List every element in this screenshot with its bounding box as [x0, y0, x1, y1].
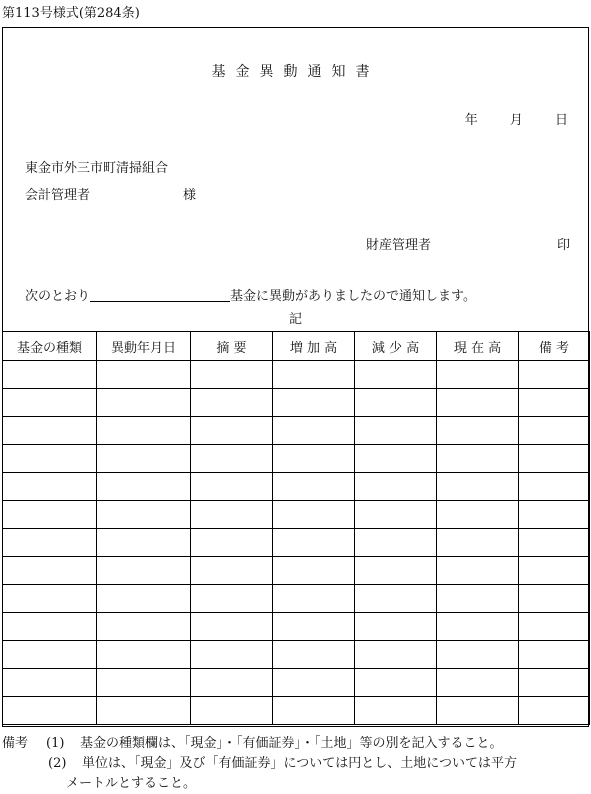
table-cell[interactable]	[437, 669, 519, 697]
table-cell[interactable]	[519, 501, 590, 529]
fund-change-table	[2, 331, 590, 725]
remarks-label: 備考	[2, 736, 29, 751]
table-cell[interactable]	[97, 473, 191, 501]
table-cell[interactable]	[97, 641, 191, 669]
table-row	[3, 445, 590, 473]
notice-suffix: 基金に異動がありましたので通知します。	[230, 289, 476, 304]
header-fund-kind: 基金の種類	[3, 332, 97, 361]
table-cell[interactable]	[3, 445, 97, 473]
table-cell[interactable]	[519, 557, 590, 585]
table-cell[interactable]	[519, 613, 590, 641]
table-cell[interactable]	[437, 641, 519, 669]
table-cell[interactable]	[273, 417, 355, 445]
remarks-item-number: (2)	[48, 756, 67, 771]
table-cell[interactable]	[191, 445, 273, 473]
table-cell[interactable]	[3, 473, 97, 501]
table-cell[interactable]	[355, 501, 437, 529]
table-cell[interactable]	[3, 501, 97, 529]
table-cell[interactable]	[519, 697, 590, 725]
table-cell[interactable]	[191, 613, 273, 641]
table-cell[interactable]	[3, 641, 97, 669]
table-cell[interactable]	[437, 445, 519, 473]
table-cell[interactable]	[3, 529, 97, 557]
table-cell[interactable]	[437, 417, 519, 445]
table-cell[interactable]	[97, 557, 191, 585]
table-cell[interactable]	[355, 361, 437, 389]
table-cell[interactable]	[191, 417, 273, 445]
table-cell[interactable]	[273, 445, 355, 473]
table-body	[3, 361, 590, 725]
addressee-role: 会計管理者	[25, 188, 91, 203]
table-cell[interactable]	[437, 613, 519, 641]
table-cell[interactable]	[273, 585, 355, 613]
header-decrease: 減 少 高	[355, 332, 437, 361]
table-cell[interactable]	[437, 529, 519, 557]
table-row	[3, 417, 590, 445]
table-header-row	[3, 332, 590, 361]
table-cell[interactable]	[437, 389, 519, 417]
table-cell[interactable]	[519, 361, 590, 389]
table-cell[interactable]	[97, 361, 191, 389]
table-cell[interactable]	[437, 473, 519, 501]
table-cell[interactable]	[519, 389, 590, 417]
fund-name-blank[interactable]	[90, 287, 230, 302]
table-cell[interactable]	[273, 641, 355, 669]
table-cell[interactable]	[273, 389, 355, 417]
sender-role: 財産管理者	[366, 238, 432, 253]
table-cell[interactable]	[355, 473, 437, 501]
table-cell[interactable]	[273, 697, 355, 725]
table-cell[interactable]	[97, 445, 191, 473]
header-remarks: 備 考	[519, 332, 590, 361]
table-cell[interactable]	[191, 585, 273, 613]
table-cell[interactable]	[191, 501, 273, 529]
table-cell[interactable]	[3, 697, 97, 725]
addressee-organization: 東金市外三市町清掃組合	[25, 161, 169, 176]
table-cell[interactable]	[437, 697, 519, 725]
table-cell[interactable]	[273, 361, 355, 389]
remarks-item-text: 単位は、「現金」及び「有価証券」については円とし、土地については平方	[82, 756, 517, 771]
table-cell[interactable]	[355, 389, 437, 417]
table-cell[interactable]	[437, 557, 519, 585]
table-cell[interactable]	[97, 417, 191, 445]
remarks-section	[2, 734, 517, 794]
table-cell[interactable]	[191, 473, 273, 501]
table-cell[interactable]	[273, 613, 355, 641]
remarks-item-continuation: メートルとすること。	[66, 776, 197, 791]
seal-mark: 印	[556, 238, 570, 253]
table-row	[3, 529, 590, 557]
table-cell[interactable]	[273, 529, 355, 557]
table-row	[3, 557, 590, 585]
table-row	[3, 669, 590, 697]
header-current: 現 在 高	[437, 332, 519, 361]
table-cell[interactable]	[191, 697, 273, 725]
table-row	[3, 641, 590, 669]
table-cell[interactable]	[273, 473, 355, 501]
table-cell[interactable]	[355, 445, 437, 473]
table-cell[interactable]	[191, 389, 273, 417]
table-cell[interactable]	[3, 669, 97, 697]
table-cell[interactable]	[97, 389, 191, 417]
ki-mark: 記	[288, 312, 302, 327]
table-cell[interactable]	[273, 501, 355, 529]
notice-prefix: 次のとおり	[25, 289, 91, 304]
table-row	[3, 585, 590, 613]
table-cell[interactable]	[3, 389, 97, 417]
honorific: 様	[183, 188, 197, 203]
table-cell[interactable]	[355, 585, 437, 613]
remarks-item-text: 基金の種類欄は、「現金」・「有価証券」・「土地」等の別を記入すること。	[80, 736, 503, 751]
table-cell[interactable]	[97, 669, 191, 697]
table-cell[interactable]	[437, 501, 519, 529]
table-cell[interactable]	[519, 529, 590, 557]
table-row	[3, 473, 590, 501]
notice-sentence	[25, 285, 476, 304]
header-increase: 増 加 高	[273, 332, 355, 361]
table-cell[interactable]	[3, 417, 97, 445]
date-fields: 年 月 日	[464, 113, 568, 128]
table-cell[interactable]	[355, 557, 437, 585]
table-cell[interactable]	[3, 557, 97, 585]
table-row	[3, 613, 590, 641]
document-title: 基金異動通知書	[211, 64, 380, 80]
table-cell[interactable]	[355, 697, 437, 725]
table-cell[interactable]	[191, 669, 273, 697]
table-cell[interactable]	[519, 669, 590, 697]
table-cell[interactable]	[273, 557, 355, 585]
header-summary: 摘 要	[191, 332, 273, 361]
table-cell[interactable]	[3, 585, 97, 613]
form-number: 第113号様式(第284条)	[2, 6, 140, 21]
table-cell[interactable]	[355, 613, 437, 641]
table-cell[interactable]	[355, 417, 437, 445]
table-cell[interactable]	[519, 417, 590, 445]
table-row	[3, 389, 590, 417]
table-cell[interactable]	[355, 529, 437, 557]
table-cell[interactable]	[191, 641, 273, 669]
table-cell[interactable]	[97, 613, 191, 641]
table-cell[interactable]	[97, 585, 191, 613]
table-cell[interactable]	[437, 361, 519, 389]
table-cell[interactable]	[355, 641, 437, 669]
notice-form-frame	[2, 27, 589, 727]
table-cell[interactable]	[191, 529, 273, 557]
table-cell[interactable]	[97, 501, 191, 529]
table-cell[interactable]	[437, 585, 519, 613]
table-cell[interactable]	[97, 529, 191, 557]
table-cell[interactable]	[355, 669, 437, 697]
table-cell[interactable]	[519, 641, 590, 669]
table-cell[interactable]	[3, 361, 97, 389]
header-change-date: 異動年月日	[97, 332, 191, 361]
table-cell[interactable]	[519, 445, 590, 473]
table-row	[3, 361, 590, 389]
table-cell[interactable]	[519, 585, 590, 613]
table-cell[interactable]	[3, 613, 97, 641]
table-cell[interactable]	[191, 361, 273, 389]
table-cell[interactable]	[519, 473, 590, 501]
table-row	[3, 697, 590, 725]
table-cell[interactable]	[191, 557, 273, 585]
remarks-item-number: (1)	[46, 736, 65, 751]
table-cell[interactable]	[273, 669, 355, 697]
table-row	[3, 501, 590, 529]
table-cell[interactable]	[97, 697, 191, 725]
